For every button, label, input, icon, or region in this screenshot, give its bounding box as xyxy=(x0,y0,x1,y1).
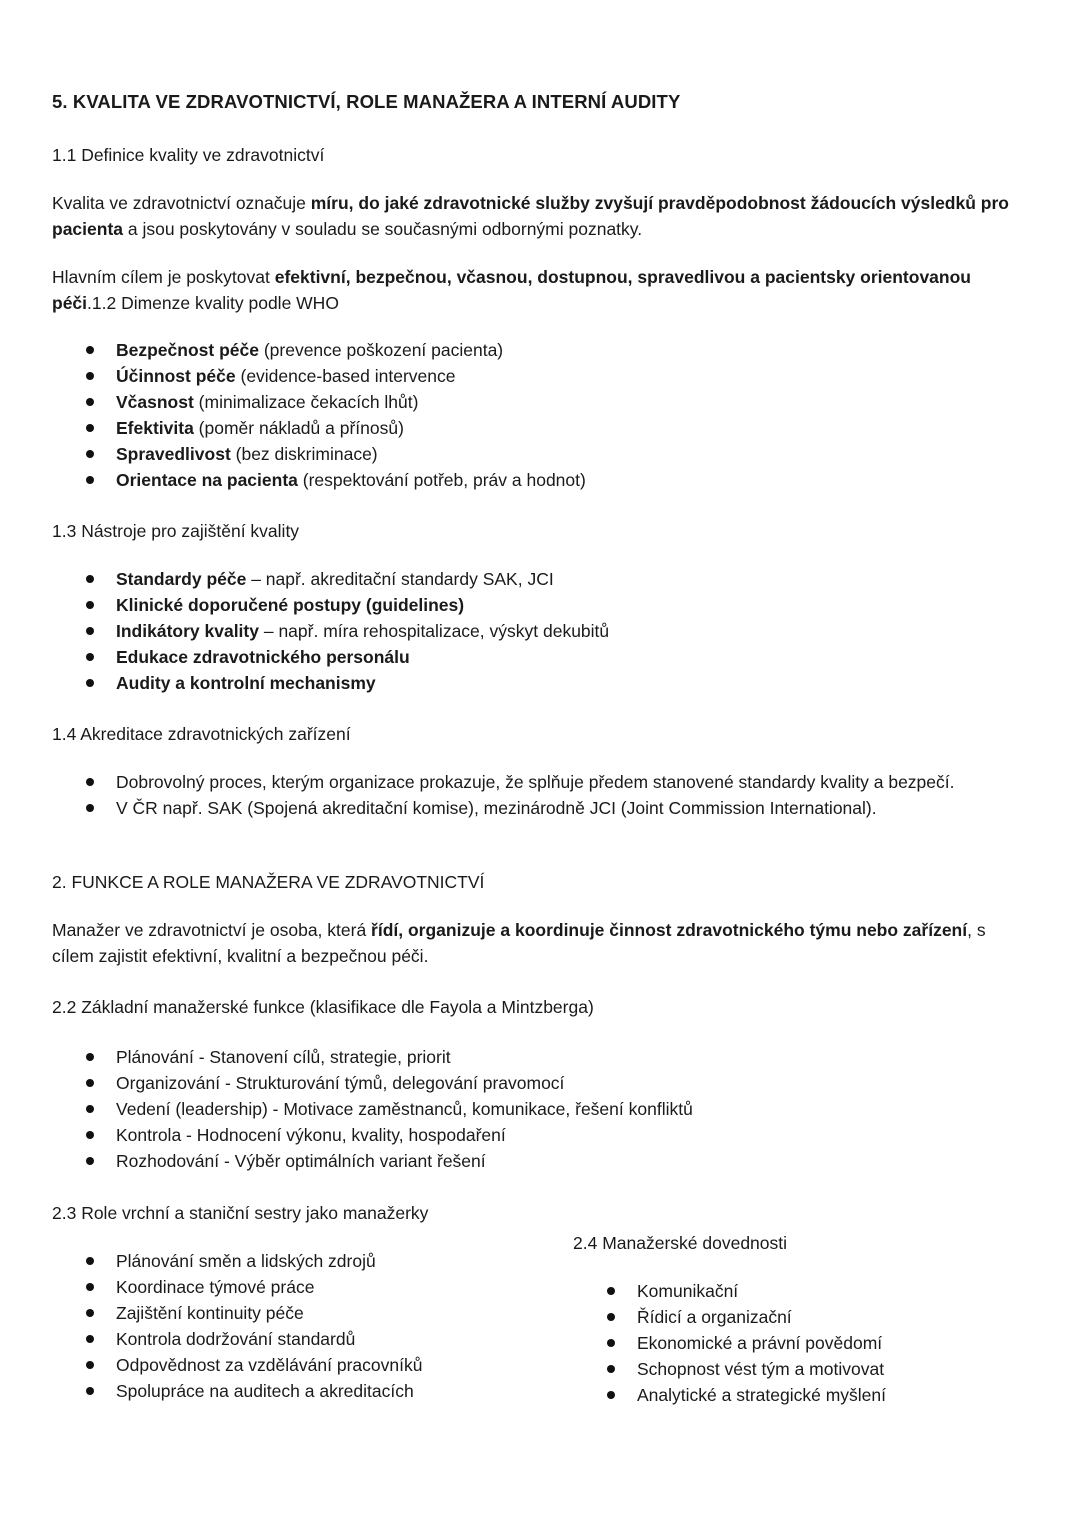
list-item: Efektivita (poměr nákladů a přínosů) xyxy=(52,415,586,441)
list-item: Včasnost (minimalizace čekacích lhůt) xyxy=(52,389,586,415)
list-item: Orientace na pacienta (respektování potřeb, práv a hodnot) xyxy=(52,467,586,493)
list-item: V ČR např. SAK (Spojená akreditační komise), mezinárodně JCI (Joint Commission International). xyxy=(52,795,955,821)
section-2-4-heading: 2.4 Manažerské dovednosti xyxy=(573,1233,788,1253)
list-item: Schopnost vést tým a motivovat xyxy=(573,1356,886,1382)
section-2-heading: 2. FUNKCE A ROLE MANAŽERA VE ZDRAVOTNICTVÍ xyxy=(52,872,485,892)
list-item: Plánování - Stanovení cílů, strategie, priorit xyxy=(52,1044,693,1070)
quality-tools-list xyxy=(52,566,609,696)
list-item: Vedení (leadership) - Motivace zaměstnanců, komunikace, řešení konfliktů xyxy=(52,1096,693,1122)
list-item: Spolupráce na auditech a akreditacích xyxy=(52,1378,422,1404)
section-1-4-heading: 1.4 Akreditace zdravotnických zařízení xyxy=(52,724,351,744)
section-2-3-heading: 2.3 Role vrchní a staniční sestry jako manažerky xyxy=(52,1203,429,1223)
list-item: Audity a kontrolní mechanismy xyxy=(52,670,609,696)
list-item: Standardy péče – např. akreditační standardy SAK, JCI xyxy=(52,566,609,592)
list-item: Odpovědnost za vzdělávání pracovníků xyxy=(52,1352,422,1378)
list-item: Kontrola dodržování standardů xyxy=(52,1326,422,1352)
list-item: Organizování - Strukturování týmů, delegování pravomocí xyxy=(52,1070,693,1096)
section-1-1-heading: 1.1 Definice kvality ve zdravotnictví xyxy=(52,145,325,165)
list-item: Indikátory kvality – např. míra rehospitalizace, výskyt dekubitů xyxy=(52,618,609,644)
list-item: Edukace zdravotnického personálu xyxy=(52,644,609,670)
list-item: Koordinace týmové práce xyxy=(52,1274,422,1300)
list-item: Kontrola - Hodnocení výkonu, kvality, hospodaření xyxy=(52,1122,693,1148)
main-goal-paragraph: Hlavním cílem je poskytovat efektivní, bezpečnou, včasnou, dostupnou, spravedlivou a pacientsky orientovanou péči.1.2 Dimenze kvality podle WHO xyxy=(52,267,971,313)
list-item: Dobrovolný proces, kterým organizace prokazuje, že splňuje předem stanovené standardy kvality a bezpečí. xyxy=(52,769,955,795)
list-item: Zajištění kontinuity péče xyxy=(52,1300,422,1326)
who-dimensions-list xyxy=(52,337,586,493)
quality-definition-paragraph: Kvalita ve zdravotnictví označuje míru, do jaké zdravotnické služby zvyšují pravděpodobnost žádoucích výsledků pro pacienta a jsou poskytovány v souladu se současnými odbornými poznatky. xyxy=(52,193,1009,239)
list-item: Analytické a strategické myšlení xyxy=(573,1382,886,1408)
list-item: Rozhodování - Výběr optimálních variant řešení xyxy=(52,1148,693,1174)
document-title: 5. KVALITA VE ZDRAVOTNICTVÍ, ROLE MANAŽERA A INTERNÍ AUDITY xyxy=(52,91,681,112)
manager-definition-paragraph: Manažer ve zdravotnictví je osoba, která řídí, organizuje a koordinuje činnost zdravotnického týmu nebo zařízení, s cílem zajistit efektivní, kvalitní a bezpečnou péči. xyxy=(52,920,986,966)
section-2-2-heading: 2.2 Základní manažerské funkce (klasifikace dle Fayola a Mintzberga) xyxy=(52,997,594,1017)
head-nurse-role-list xyxy=(52,1248,422,1404)
manager-skills-list xyxy=(573,1278,886,1408)
list-item: Komunikační xyxy=(573,1278,886,1304)
list-item: Účinnost péče (evidence-based intervence xyxy=(52,363,586,389)
accreditation-list xyxy=(52,769,955,821)
list-item: Ekonomické a právní povědomí xyxy=(573,1330,886,1356)
section-1-3-heading: 1.3 Nástroje pro zajištění kvality xyxy=(52,521,300,541)
list-item: Bezpečnost péče (prevence poškození pacienta) xyxy=(52,337,586,363)
list-item: Řídicí a organizační xyxy=(573,1304,886,1330)
list-item: Plánování směn a lidských zdrojů xyxy=(52,1248,422,1274)
manager-functions-list xyxy=(52,1044,693,1174)
list-item: Spravedlivost (bez diskriminace) xyxy=(52,441,586,467)
list-item: Klinické doporučené postupy (guidelines) xyxy=(52,592,609,618)
